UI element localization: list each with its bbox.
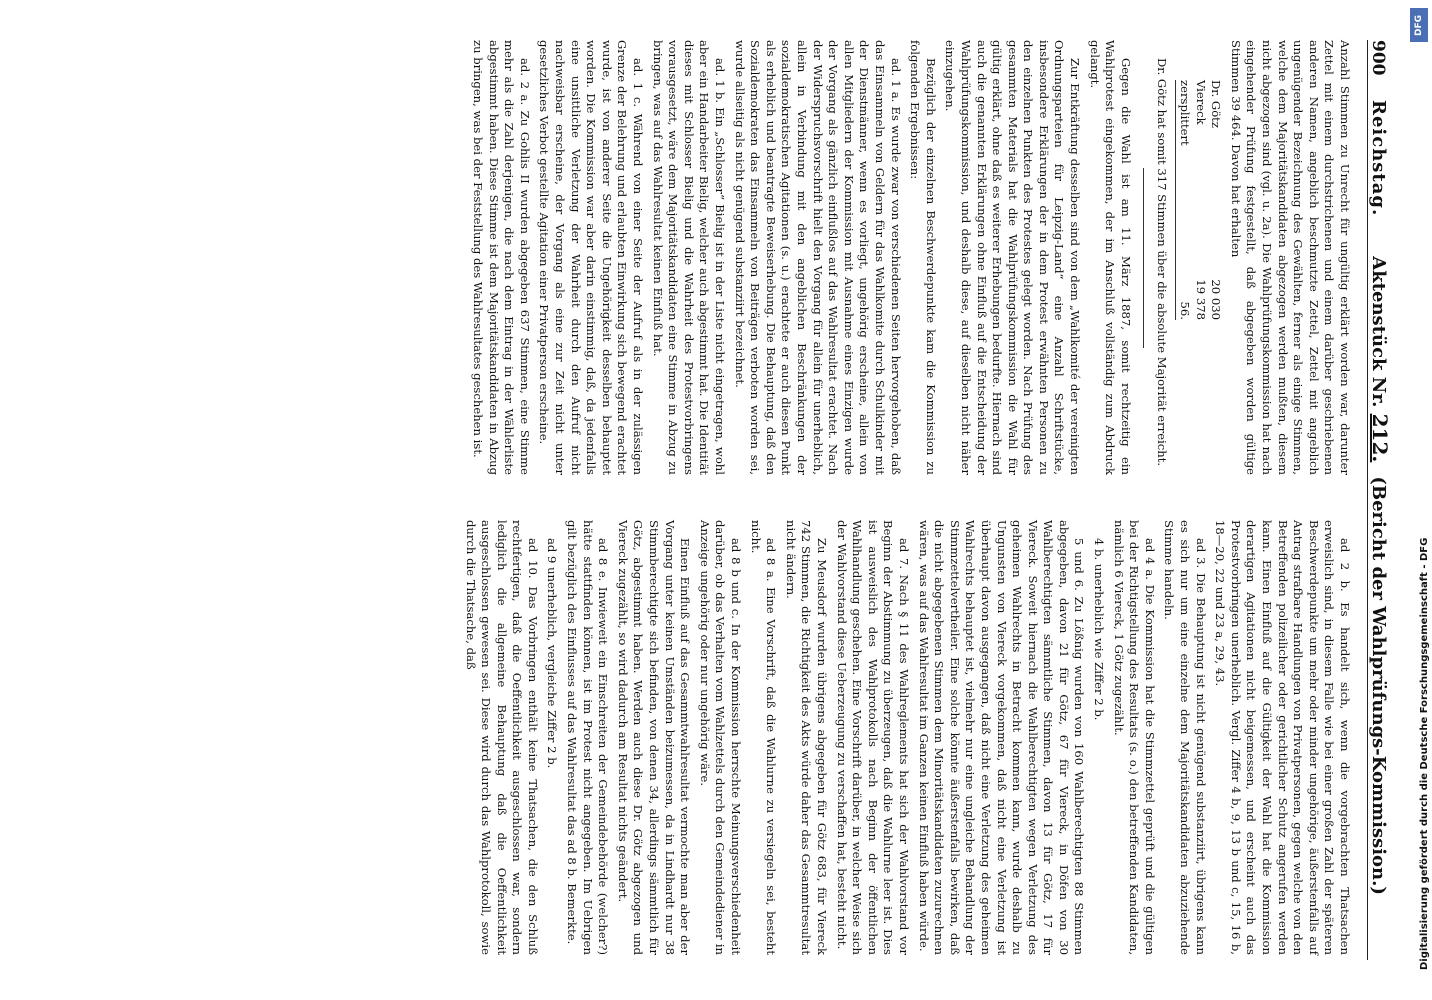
dfg-logo: DFG: [1410, 8, 1428, 42]
left-column: [466, 40, 1352, 475]
paragraph: Gegen die Wahl ist am 11. März 1887, somit rechtzeitig ein Wahlprotest eingekommen, der im Anschluß vollständig zum Abdruck gelangt.: [1087, 40, 1133, 475]
candidate-name: Viereck: [1193, 80, 1208, 125]
paragraph: 5 und 6. Zu Lößnig wurden von 160 Wahlberechtigten 88 Stimmen abgegeben, davon 21 für Götz, 67 für Viereck, in Döfen von 30 Wahlberechtigten sämmtliche Stimmen, davon 13 für Götz, 17 für Viereck. Soweit hiernach die Wahlberechtigten wegen Verletzung des geheimen Wahlrechts in Betracht kommen kann, wurde deshalb zu Ungunsten von Viereck vorgekommen, daß nicht eine Verletzung ist überhaupt davon ausgegangen, daß nicht eine Verletzung des geheimen Wahlrechts behauptet ist, vielmehr nur eine ungleiche Behandlung der Stimmzettelvertheiler. Eine solche könnte äußerstenfalls bewirken, daß die nicht abgegebenen Stimmen dem Minoritätskandidaten zuzurechnen wären, was auf das Wahlresultat im Ganzen keinen Einfluß haben würde.: [916, 520, 1087, 955]
paragraph: ad 2 b. Es handelt sich, wenn die vorgebrachten Thatsachen erweislich sind, in diesem Falle wie bei einer großen Zahl der späteren Beschwerdepunkte um mehr oder minder ungehörige, äußerstenfalls auf Antrag strafbare Handlungen von Privatpersonen, gegen welche von den Betreffenden polizeilicher oder gerichtlicher Schutz angerufen werden kann. Einen Einfluß auf die Gültigkeit der Wahl hat die Kommission derartigen Agitationen nicht beigemessen, und erscheint auch das Protestvorbringen unerheblich. Vergl. Ziffer 4 b, 9, 13 b und c, 15, 16 b, 18—20, 22 und 23 a, 29, 43.: [1213, 520, 1352, 955]
digitization-sidebar: [1406, 0, 1432, 1000]
section-divider: [1143, 168, 1144, 348]
candidate-name: Dr. Götz: [1209, 80, 1224, 128]
paragraph: ad 10. Das Vorbringen enthält keine Thatsachen, die den Schluß rechtfertigen, daß die Oeffentlichkeit ausgeschlossen war, sondern lediglich die allgemeine Behauptung daß die Oeffentlichkeit ausgeschlossen gewesen sei. Diese wird durch das Wahlprotokoll, sowie durch die Thatsache, daß: [463, 520, 540, 955]
header-commission-title: (Bericht der Wahlprüfungs-Kommission.): [1368, 476, 1389, 895]
header-number: 212.: [1368, 413, 1392, 463]
vote-row: [1208, 80, 1224, 320]
paragraph: Anzahl Stimmen zu Unrecht für ungültig erklärt worden war, darunter Zettel mit einem durchstrichenen und einem darüber geschriebenen anderen Namen, angeblich beschmutzte Zettel, Zettel mit angeblich ungenügender Bezeichnung des Gewählten, ferner als einige Stimmen, welche dem Majoritätskandidaten abgezogen werden mußten, diesem nicht abgezogen sind (vgl. u. 2a). Die Wahlprüfungskommission hat nach eingehender Prüfung festgestellt, daß abgegeben worden gültige Stimmen 39 464. Davon hat erhalten: [1228, 40, 1352, 475]
page-number: 900: [1368, 40, 1388, 76]
header-prefix: Aktenstück Nr.: [1368, 256, 1389, 408]
paragraph: Zur Entkräftung desselben sind von dem „Wahlkomité der vereinigten Ordnungsparteien für Leipzig-Land“ eine Anzahl Schriftstücke, insbesondere Erklärungen der in dem Protest erwähnten Personen zu den einzelnen Punkten des Protestes gelegt worden. Nach Prüfung des gesammten Materials hat die Wahlprüfungskommission die Wahl für gültig erklärt, ohne daß es weiterer Erhebungen bedurfte. Hiernach sind auch die genannten Erklärungen ohne Einfluß auf die Entscheidung der Wahlprüfungskommission, und deshalb diese, auf dieselben nicht näher einzugehen.: [943, 40, 1083, 475]
header-reichstag: Reichstag.: [1368, 100, 1389, 217]
paragraph: Zu Meusdorf wurden übrigens abgegeben für Götz 683, für Viereck 742 Stimmen, die Richtigkeit des Akts würde daher das Gesammtresultat nicht ändern.: [783, 520, 829, 955]
vote-table: [1175, 80, 1223, 475]
paragraph: ad 7. Nach § 11 des Wahlreglements hat sich der Wahlvorstand vor Beginn der Abstimmung zu überzeugen, daß die Wahlurne leer ist. Dies ist ausweislich des Wahlprotokolls nach Beginn der öffentlichen Wahlhandlung geschehen. Eine Vorschrift darüber, in welcher Weise sich der Wahlvorstand diese Ueberzeugung zu verschaffen hat, besteht nicht.: [834, 520, 911, 955]
paragraph: ad. 1 a. Es wurde zwar von verschiedenen Seiten hervorgehoben, daß das Einsammeln von Geldern für das Wahlkomite durch Schulkinder mit der Dienstmänner, wenn es vorliegt, ungehörig erscheine, allein von allen Mitgliedern der Kommission mit Ausnahme eines Einzigen wurde der Vorgang als gänzlich einflußlos auf das Wahlresultat erachtet. Nach der Widerspruchsvorschrift hielt den Vorgang für allein für unerheblich, allein in Verbindung mit den angeblichen Beschränkungen der sozialdemokratischen Agitationen (s. u.) erachtete er auch diesen Punkt als erheblich und beantragte Beweiserhebung. Die Behauptung, daß den Sozialdemokraten das Einsammeln von Beiträgen verboten worden sei, wurde allseitig als nicht genügend substanziirt bezeichnet.: [732, 40, 903, 475]
paragraph: 4 b. unerheblich wie Ziffer 2 b.: [1092, 538, 1107, 721]
vote-count: 20 030: [1209, 279, 1224, 320]
paragraph: ad 8 b und c. In der Kommission herrschte Meinungsverschiedenheit darüber, ob das Verhalten vom Wahlzettels durch den Gemeindediener in Anzeige ungehörig oder nur ungehörig wäre.: [697, 520, 744, 955]
digitization-credit: Digitalisierung gefördert durch die Deutsche Forschungsgemeinschaft - DFG: [1419, 537, 1430, 970]
vote-count: 19 378: [1193, 279, 1208, 320]
paragraph: ad. 1 b. Ein „Schlosser“ Bielig ist in der Liste nicht eingetragen, wohl aber ein Handarbeiter Bielig, welcher auch abgestimmt hat. Die Identität dieses mit Schlosser Bielig und die Wahrheit des Protestvorbringens vorausgesetzt, wäre dem Majoritätskandidaten eine Stimme in Abzug zu bringen, was auf das Wahlresultat keinen Einfluß hat.: [650, 40, 728, 475]
vote-count: 56.: [1178, 301, 1193, 320]
vote-row: [1192, 80, 1208, 320]
paragraph: ad. 2 a. Zu Gohlis II wurden abgegeben 637 Stimmen, eine Stimme mehr als die Zahl derjenigen, die nach dem Eintrag in der Wählerliste abgestimmt haben. Diese Stimme ist dem Majoritätskandidaten in Abzug zu bringen, was bei der Feststellung des Wahlresultates geschehen ist.: [471, 40, 532, 475]
header-document-number: [1368, 256, 1392, 462]
paragraph: ad 3. Die Behauptung ist nicht genügend substanziirt, übrigens kann es sich nur um eine einzelne dem Majoritätskandidaten abzuziehende Stimme handeln.: [1162, 520, 1208, 955]
paragraph: Dr. Götz hat somit 317 Stimmen über die absolute Majorität erreicht.: [1155, 58, 1170, 467]
vote-row: [1175, 80, 1192, 320]
right-column: [458, 520, 1352, 955]
paragraph: Bezüglich der einzelnen Beschwerdepunkte kam die Kommission zu folgenden Ergebnissen:: [908, 40, 938, 475]
paragraph: Einen Einfluß auf das Gesammtwahlresultat vermochte man aber der Vorgang unter keinen Umständen beizumessen, da in Lindhardt nur 38 Stimmberechtigte sich befinden, von denen 34, allerdings sämmtlich für Götz, abgestimmt haben. Werden auch diese Dr. Götz abgezogen und Viereck zugezählt, so wird dadurch am Resultat nichts geändert.: [615, 520, 693, 955]
paragraph: ad 9 unerheblich, vergleiche Ziffer 2 b.: [545, 538, 560, 769]
paragraph: ad 8 e. Inwieweit ein Einschreiten der Gemeindebehörde (welcher?) hätte stattfinden können, ist im Protest nicht angegeben. Im Uebrigen gilt bezüglich des Einflusses auf das Wahlresultat das ad 8 b. Bemerkte.: [565, 520, 611, 955]
candidate-name: zersplittert: [1178, 80, 1193, 146]
paragraph: ad. 1 c. Während von einer Seite der Aufruf als in der zulässigen Grenze der Belehrung und erlaubten Einwirkung sich bewegend erachtet wurde, ist von anderer Seite die Ungehörigkeit desselben behauptet worden. Die Kommission war aber darin einstimmig, daß, da jedenfalls eine unsittliche Verletzung der Wahrheit durch den Aufruf nicht nachweisbar erscheine, der Vorgang als eine zur Zeit nicht unter gesetzliches Verbot gestellte Agitation einer Privatperson erscheine.: [537, 40, 646, 475]
paragraph: ad 8 a. Eine Vorschrift, daß die Wahlurne zu versiegeln sei, besteht nicht.: [748, 520, 779, 955]
paragraph: ad 4 a. Die Kommission hat die Stimmzettel geprüft und die gültigen bei der Richtigstellung des Resultats (s. o.) den betreffenden Kandidaten, nämlich 6 Viereck, 1 Götz zugezählt.: [1111, 520, 1157, 955]
